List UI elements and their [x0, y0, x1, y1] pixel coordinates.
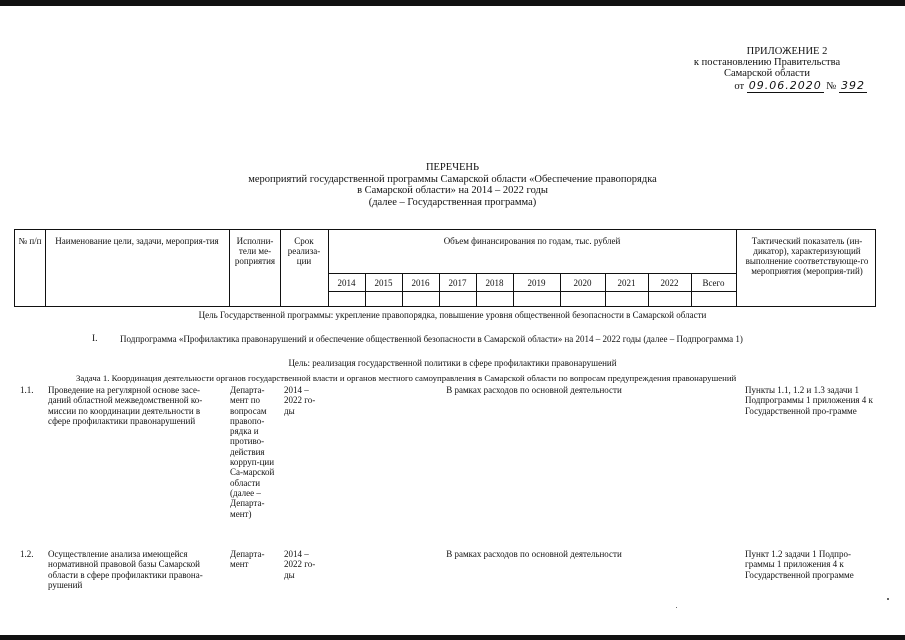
- row-number: 1.1.: [20, 385, 34, 395]
- title-line-3: (далее – Государственная программа): [368, 196, 537, 208]
- year-header: 2019: [527, 278, 546, 288]
- col-divider: [45, 230, 46, 306]
- task-1: Задача 1. Координация деятельности органов государственной власти и органов местного самоуправления в Самарской области по вопросам предупреждения правонарушений: [76, 373, 737, 383]
- row-indicator: Пункты 1.1, 1.2 и 1.3 задачи 1 Подпрограммы 1 приложения 4 к Государственной про-грамме: [745, 385, 873, 416]
- row-name: Проведение на регулярной основе засе-даний областной межведомственной ко-миссии по координации деятельности в сфере профилактики правонарушений: [48, 385, 203, 426]
- scan-speck: [676, 607, 677, 608]
- row-executor: Департа-мент по вопросам правопо-рядка и противо-действия корруп-ции Са-марской области (далее – Департа-мент): [230, 385, 275, 519]
- subprogram-goal: Цель: реализация государственной политики в сфере профилактики правонарушений: [288, 358, 617, 368]
- year-header: 2022: [660, 278, 679, 288]
- document-title: [0, 162, 905, 208]
- row-funding: В рамках расходов по основной деятельности: [446, 549, 622, 559]
- annex-line-3: Самарской области: [724, 68, 810, 79]
- table-header: [14, 229, 876, 307]
- annex-date-line: [667, 80, 867, 92]
- row-divider: [328, 273, 736, 274]
- subprogram-number: I.: [92, 334, 98, 344]
- col-divider: [280, 230, 281, 306]
- scan-speck: [887, 598, 889, 600]
- row-term: 2014 – 2022 го-ды: [284, 549, 316, 580]
- year-header-total: Всего: [702, 278, 725, 288]
- row-divider: [328, 291, 736, 292]
- row-funding: В рамках расходов по основной деятельности: [446, 385, 622, 395]
- header-term: Срок реализа-ции: [287, 236, 321, 266]
- number-prefix: №: [826, 81, 837, 92]
- date-prefix: от: [734, 81, 745, 92]
- scan-top-edge: [0, 0, 905, 6]
- title-heading: ПЕРЕЧЕНЬ: [425, 162, 480, 173]
- annex-line-2: к постановлению Правительства: [693, 57, 841, 68]
- annex-title: ПРИЛОЖЕНИЕ 2: [746, 46, 828, 57]
- annex-block: [667, 46, 867, 92]
- subprogram-title: Подпрограмма «Профилактика правонарушений и обеспечение общественной безопасности в Самарской области» на 2014 – 2022 годы (далее – Подпрограмма 1): [120, 334, 743, 344]
- col-divider: [736, 230, 737, 306]
- col-divider: [229, 230, 230, 306]
- year-header: 2014: [337, 278, 356, 288]
- number-value: 392: [841, 79, 865, 92]
- row-executor: Департа-мент: [230, 549, 265, 570]
- program-goal: Цель Государственной программы: укрепление правопорядка, повышение уровня общественной безопасности в Самарской области: [198, 310, 707, 320]
- header-executors: Исполни-тели ме-роприятия: [234, 236, 276, 266]
- header-name: Наименование цели, задачи, мероприя-тия: [55, 236, 219, 246]
- header-num: № п/п: [18, 236, 42, 246]
- row-name: Осуществление анализа имеющейся нормативной правовой базы Самарской области в сфере профилактики правона-рушений: [48, 549, 203, 590]
- year-header: 2020: [573, 278, 592, 288]
- header-indicator: Тактический показатель (ин-дикатор), характеризующий выполнение соответствующе-го мероприятия (мероприя-тий): [745, 236, 869, 276]
- row-term: 2014 – 2022 го-ды: [284, 385, 316, 416]
- year-header: 2018: [485, 278, 504, 288]
- header-funding: Объем финансирования по годам, тыс. рублей: [443, 236, 621, 246]
- year-header: 2017: [448, 278, 467, 288]
- year-header: 2016: [411, 278, 430, 288]
- scan-bottom-edge: [0, 635, 905, 640]
- date-value: 09.06.2020: [748, 79, 822, 92]
- title-line-2: в Самарской области» на 2014 – 2022 годы: [357, 185, 548, 196]
- year-header: 2015: [374, 278, 393, 288]
- row-number: 1.2.: [20, 549, 34, 559]
- year-header: 2021: [617, 278, 636, 288]
- row-indicator: Пункт 1.2 задачи 1 Подпро-граммы 1 приложения 4 к Государственной программе: [745, 549, 854, 580]
- title-line-1: мероприятий государственной программы Самарской области «Обеспечение правопорядка: [248, 173, 657, 185]
